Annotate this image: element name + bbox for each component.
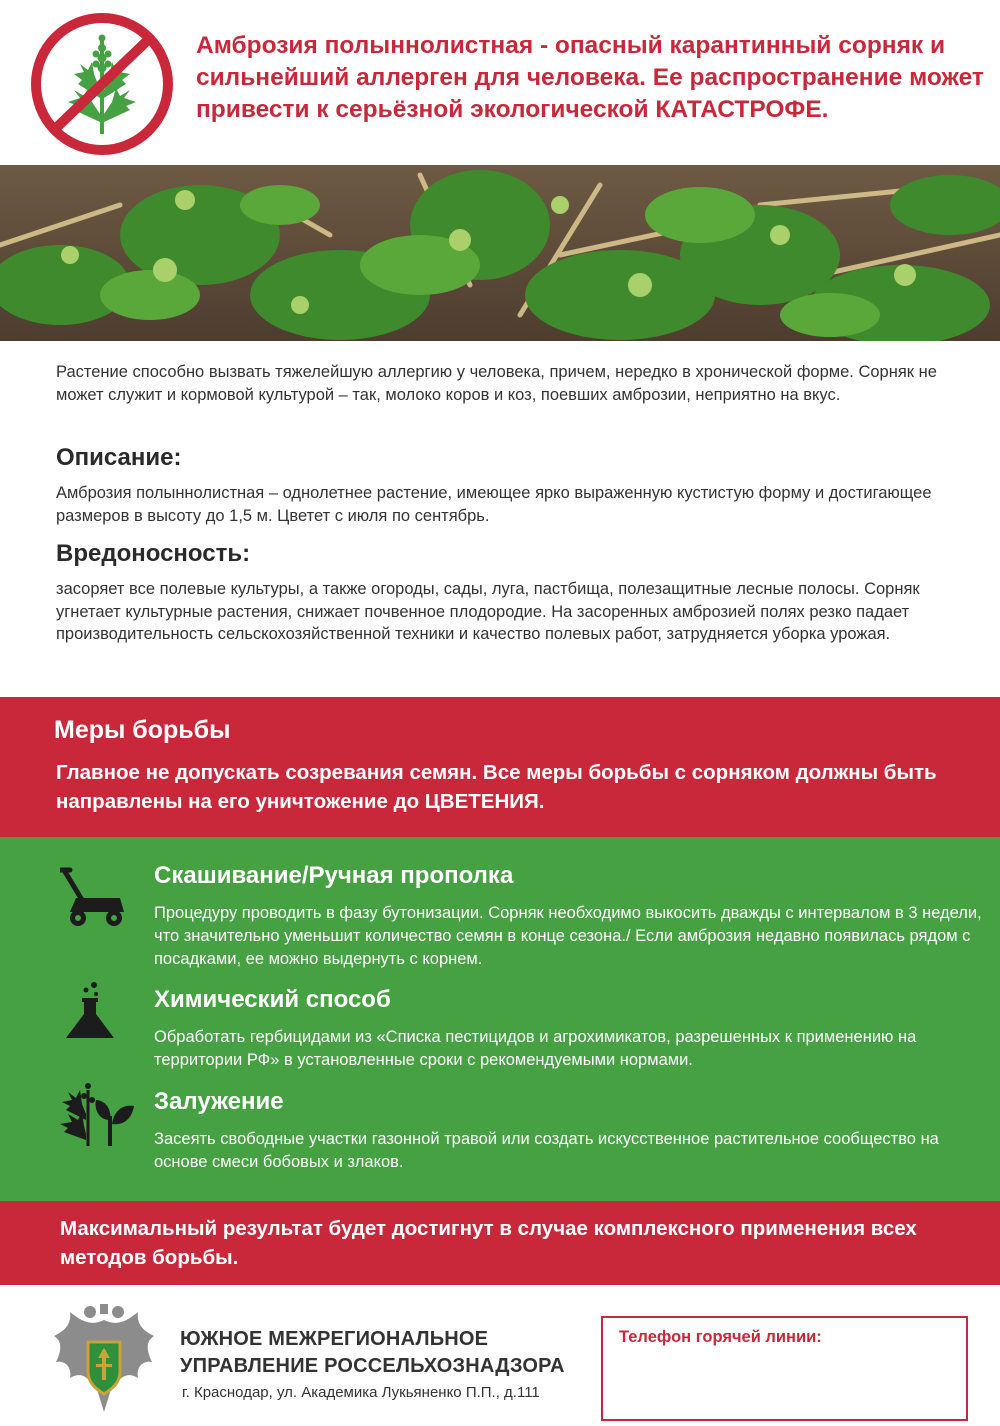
ragweed-field-photo — [0, 165, 1000, 341]
harm-heading: Вредоносность: — [56, 540, 251, 567]
header — [0, 0, 1000, 165]
organization-address: г. Краснодар, ул. Академика Лукьяненко П.П., д.111 — [182, 1384, 540, 1401]
hotline-box — [601, 1316, 968, 1421]
intro-text: Растение способно вызвать тяжелейшую аллергию у человека, причем, нередко в хронической форме. Сорняк не может служит и кормовой культурой – так, молоко коров и коз, поевших амброзии, неприятно на вкус. — [56, 363, 937, 404]
description-heading: Описание: — [56, 444, 182, 471]
method-mowing-text: Процедуру проводить в фазу бутонизации. Сорняк необходимо выкосить дважды с интервалом в 3 недели, что значительно уменьшит количество семян в конце сезона./ Если амброзия недавно появилась рядом с посадками, ее можно выдернуть с корнем. — [154, 904, 982, 968]
flask-icon — [64, 980, 116, 1040]
measures-title: Меры борьбы — [54, 716, 231, 744]
method-grassing-text: Засеять свободные участки газонной травой или создать искусственное растительное сообщество на основе смеси бобовых и злаков. — [154, 1130, 939, 1171]
method-mowing-title: Скашивание/Ручная прополка — [154, 862, 514, 889]
method-chemical-title: Химический способ — [154, 986, 391, 1013]
measures-subtitle: Главное не допускать созревания семян. Все меры борьбы с сорняком должны быть направлены на его уничтожение до ЦВЕТЕНИЯ. — [56, 761, 937, 813]
headline: Амброзия полыннолистная - опасный карантинный сорняк и сильнейший аллерген для человека. Ее распространение может привести к серьёзной экологической КАТАСТРОФЕ. — [196, 32, 984, 123]
plants-icon — [58, 1080, 134, 1148]
method-chemical-text: Обработать гербицидами из «Списка пестицидов и агрохимикатов, разрешенных к применению на территории РФ» в установленные сроки с рекомендуемыми нормами. — [154, 1028, 917, 1069]
hotline-label: Телефон горячей линии: — [619, 1328, 822, 1346]
harm-text: засоряет все полевые культуры, а также огороды, сады, луга, пастбища, полезащитные лесные полосы. Сорняк угнетает культурные растения, снижает почвенное плодородие. На засоренных амброзией полях резко падает производительность сельскохозяйственной техники и качество полевых работ, затрудняется уборка урожая. — [56, 580, 920, 643]
conclusion-text: Максимальный результат будет достигнут в случае комплексного применения всех методов борьбы. — [60, 1217, 917, 1269]
no-ragweed-icon — [28, 10, 176, 158]
method-grassing-title: Залужение — [154, 1088, 284, 1115]
organization-name — [180, 1326, 565, 1380]
double-headed-eagle-emblem-icon — [52, 1302, 156, 1414]
description-text: Амброзия полыннолистная – однолетнее растение, имеющее ярко выраженную кустистую форму и достигающее размеров в высоту до 1,5 м. Цветет с июля по сентябрь. — [56, 484, 932, 525]
lawn-mower-icon — [60, 866, 128, 928]
organization-name-line2: УПРАВЛЕНИЕ РОССЕЛЬХОЗНАДЗОРА — [180, 1355, 565, 1377]
organization-name-line1: ЮЖНОЕ МЕЖРЕГИОНАЛЬНОЕ — [180, 1328, 489, 1350]
